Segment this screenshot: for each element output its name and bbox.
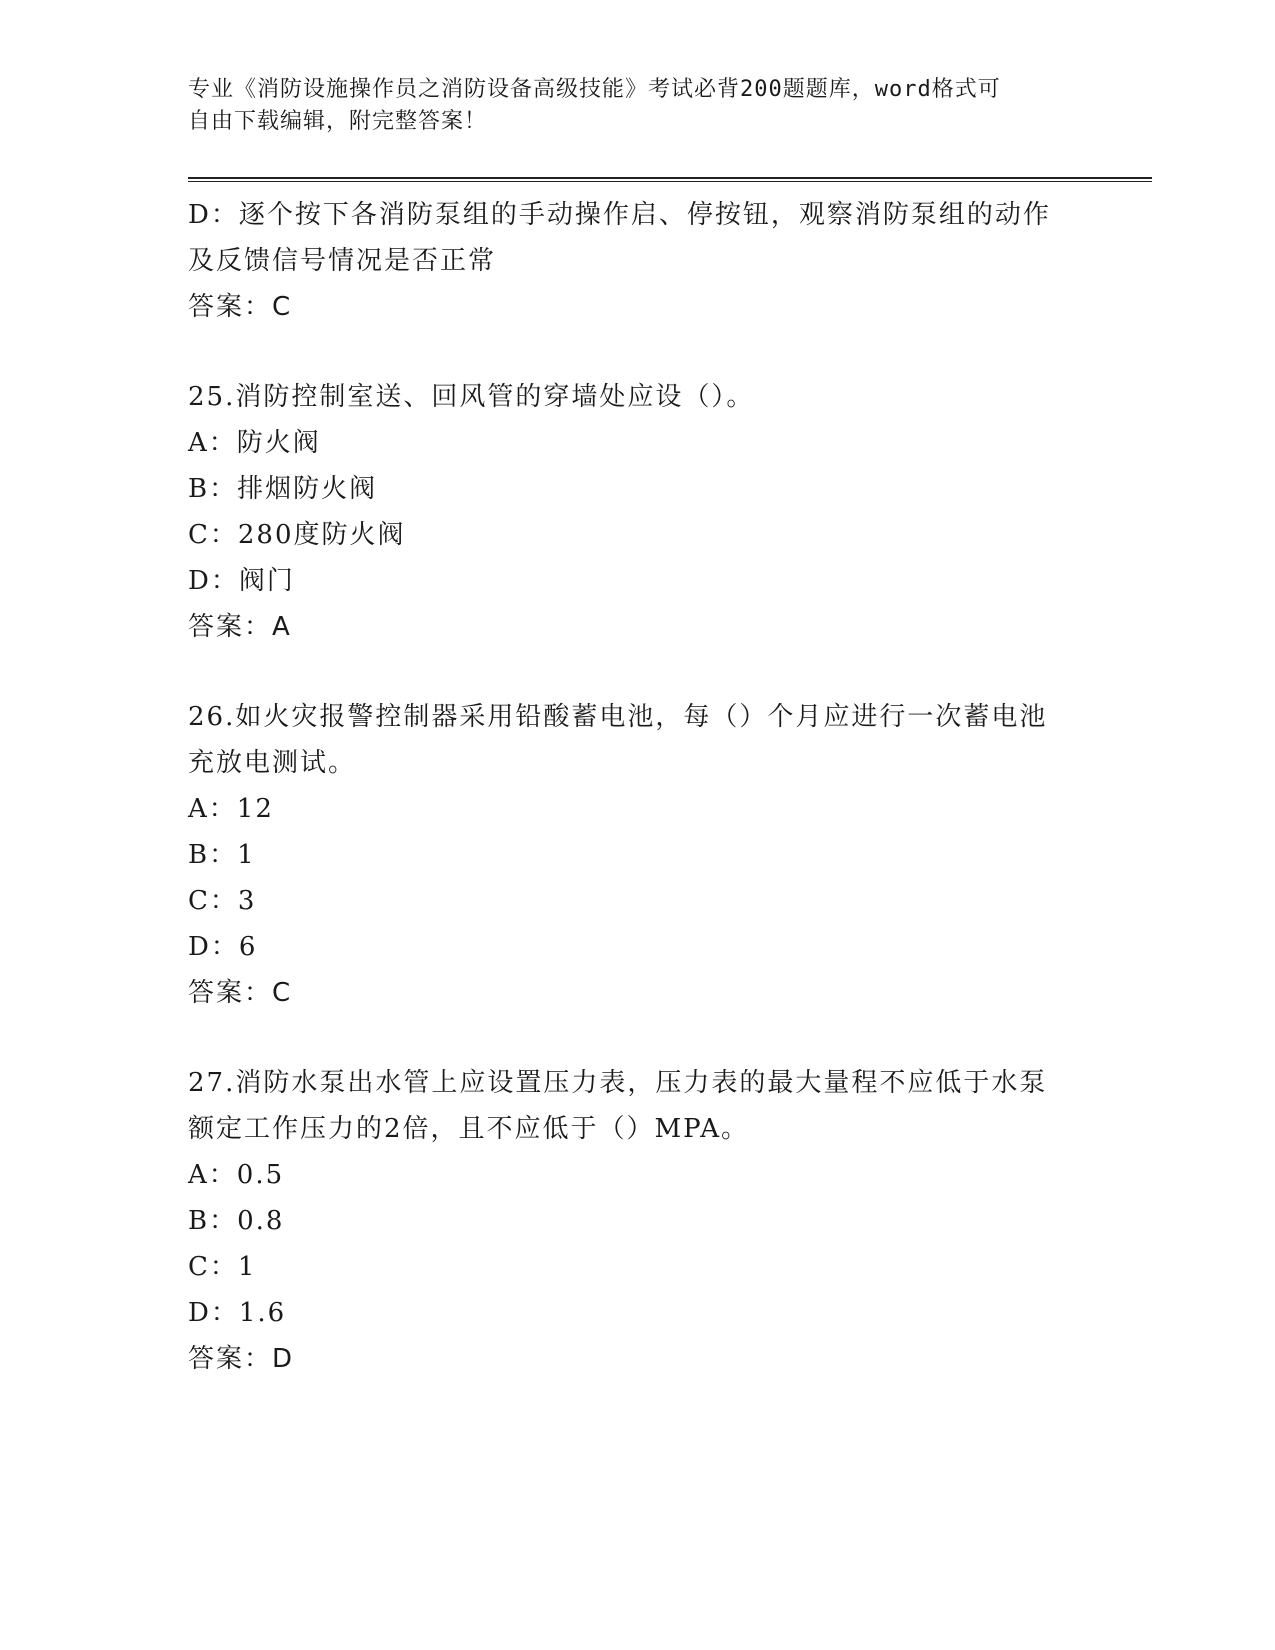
- option-d: D：阀门: [188, 566, 295, 596]
- option-a: A：0.5: [188, 1160, 285, 1190]
- option-d: D：1.6: [188, 1298, 287, 1328]
- option-c: C：3: [188, 886, 257, 916]
- option-a: A：12: [188, 794, 274, 824]
- header-line-1: 专业《消防设施操作员之消防设备高级技能》考试必背200题题库，word格式可: [188, 77, 1001, 102]
- question-stem: 额定工作压力的2倍，且不应低于（）MPA。: [188, 1114, 750, 1144]
- question-26: [188, 694, 1088, 1016]
- question-stem: 27.消防水泵出水管上应设置压力表，压力表的最大量程不应低于水泵: [188, 1068, 1048, 1098]
- continued-question: [188, 192, 1088, 330]
- header-line-2: 自由下载编辑，附完整答案！: [188, 109, 488, 134]
- option-line: D：逐个按下各消防泵组的手动操作启、停按钮，观察消防泵组的动作: [188, 200, 1051, 230]
- answer-line: 答案：C: [188, 292, 293, 322]
- option-a: A：防火阀: [188, 428, 321, 458]
- header-divider: [188, 177, 1152, 182]
- option-c: C：280度防火阀: [188, 520, 406, 550]
- option-line: 及反馈信号情况是否正常: [188, 246, 497, 276]
- option-b: B：排烟防火阀: [188, 474, 378, 504]
- document-body: [188, 192, 1088, 1426]
- question-27: [188, 1060, 1088, 1382]
- document-header: [188, 74, 1068, 138]
- option-d: D：6: [188, 932, 258, 962]
- option-c: C：1: [188, 1252, 257, 1282]
- answer-line: 答案：D: [188, 1344, 295, 1374]
- question-stem: 26.如火灾报警控制器采用铅酸蓄电池，每（）个月应进行一次蓄电池: [188, 702, 1048, 732]
- option-b: B：1: [188, 840, 256, 870]
- answer-line: 答案：C: [188, 978, 293, 1008]
- question-stem: 充放电测试。: [188, 748, 357, 778]
- question-25: [188, 374, 1088, 650]
- question-stem: 25.消防控制室送、回风管的穿墙处应设（）。: [188, 382, 755, 412]
- answer-line: 答案：A: [188, 612, 292, 642]
- option-b: B：0.8: [188, 1206, 285, 1236]
